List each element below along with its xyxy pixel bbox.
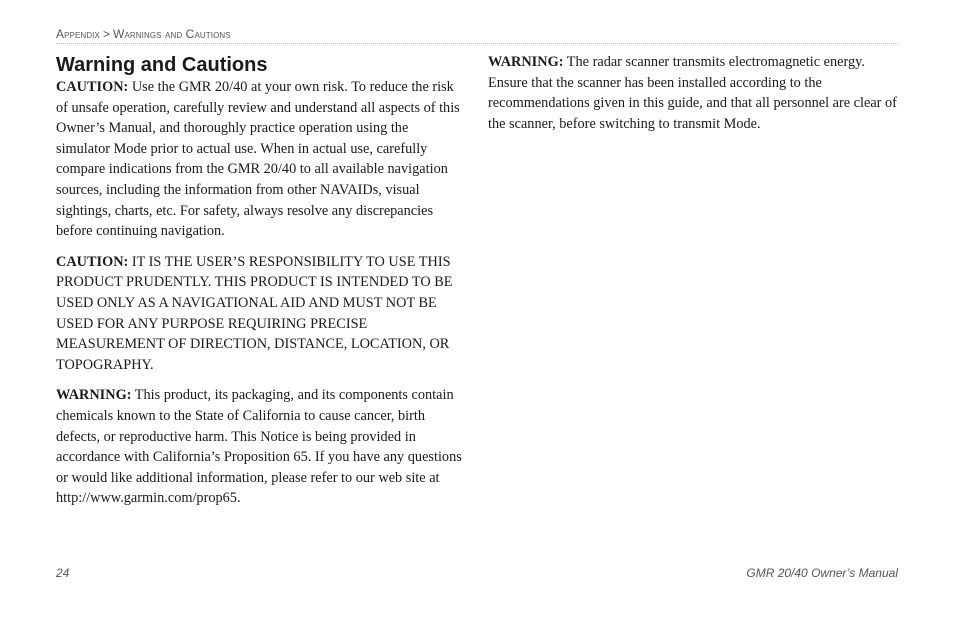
breadcrumb-parent: Appendix bbox=[56, 27, 100, 41]
breadcrumb bbox=[56, 27, 231, 41]
caution-label: CAUTION: bbox=[56, 253, 129, 270]
caution-paragraph-2 bbox=[56, 252, 462, 376]
warning-text: The radar scanner transmits electromagnetic energy. Ensure that the scanner has been installed according to the recommendations given in this guide, and that all personnel are clear of the scanner, before switching to transmit Mode. bbox=[488, 54, 897, 132]
caution-label: CAUTION: bbox=[56, 79, 129, 95]
left-column bbox=[56, 52, 462, 519]
breadcrumb-current: Warnings and Cautions bbox=[113, 27, 231, 41]
header-divider bbox=[56, 43, 898, 44]
warning-paragraph-1 bbox=[56, 385, 462, 509]
caution-text: IT IS THE USER’S RESPONSIBILITY TO USE THIS PRODUCT PRUDENTLY. THIS PRODUCT IS INTENDED TO BE USED ONLY AS A NAVIGATIONAL AID AND MUST NOT BE USED FOR ANY PURPOSE REQUIRING PRECISE MEASUREMENT OF DIRECTION, DISTANCE, LOCATION, OR TOPOGRAPHY. bbox=[56, 253, 453, 373]
page-number: 24 bbox=[56, 566, 70, 580]
warning-label: WARNING: bbox=[488, 54, 564, 70]
page-title: Warning and Cautions bbox=[56, 54, 268, 76]
manual-title: GMR 20/40 Owner’s Manual bbox=[746, 566, 898, 580]
right-column bbox=[488, 52, 898, 144]
warning-label: WARNING: bbox=[56, 387, 132, 404]
breadcrumb-separator: > bbox=[102, 27, 111, 41]
warning-paragraph-2 bbox=[488, 52, 898, 134]
caution-text: Use the GMR 20/40 at your own risk. To reduce the risk of unsafe operation, carefully review and understand all aspects of this Owner’s Manual, and thoroughly practice operation using the simulator Mode prior to actual use. When in actual use, carefully compare indications from the GMR 20/40 to all available navigation sources, including the information from other NAVAIDs, visual sightings, charts, etc. For safety, always resolve any discrepancies before continuing navigation. bbox=[56, 79, 460, 240]
caution-paragraph-1 bbox=[56, 77, 462, 242]
warning-text: This product, its packaging, and its components contain chemicals known to the State of California to cause cancer, birth defects, or reproductive harm. This Notice is being provided in accordance with California’s Proposition 65. If you have any questions or would like additional information, please refer to our web site at http://www.garmin.com/prop65. bbox=[56, 387, 462, 507]
